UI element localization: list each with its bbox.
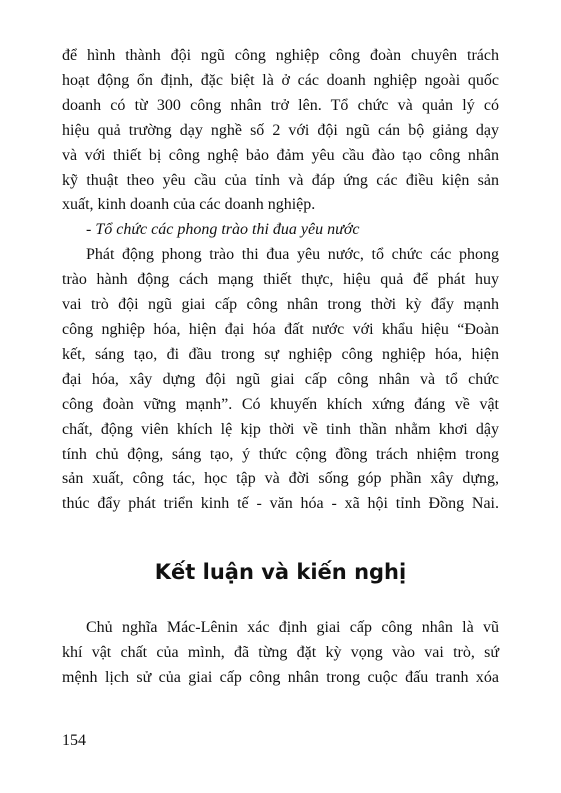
text-line: xuất, kinh doanh của các doanh nghiệp. xyxy=(62,196,316,214)
text-line: doanh có từ 300 công nhân trở lên. Tổ chức và quản lý có xyxy=(62,96,499,114)
text-line: vai trò đội ngũ giai cấp công nhân trong thời kỳ đẩy mạnh xyxy=(62,296,499,314)
text-line: kết, sáng tạo, đi đầu trong sự nghiệp công nghiệp hóa, hiện xyxy=(62,345,499,363)
text-line: thúc đẩy phát triển kinh tế - văn hóa - xã hội tỉnh Đồng Nai. xyxy=(62,495,499,513)
subheading: - Tổ chức các phong trào thi đua yêu nước xyxy=(86,221,360,239)
text-line: đại hóa, xây dựng đội ngũ giai cấp công nhân và tổ chức xyxy=(62,370,499,388)
text-line: sản xuất, công tác, học tập và đời sống góp phần xây dựng, xyxy=(62,470,499,488)
section-heading: Kết luận và kiến nghị xyxy=(154,560,407,584)
text-line: hiệu quả trường dạy nghề số 2 với đội ngũ cán bộ giảng dạy xyxy=(62,121,499,139)
text-line: tính chủ động, sáng tạo, ý thức cộng đồng trách nhiệm trong xyxy=(62,445,499,463)
text-line: công nghiệp hóa, hiện đại hóa đất nước với khẩu hiệu “Đoàn xyxy=(62,320,499,338)
text-line: Phát động phong trào thi đua yêu nước, tổ chức các phong xyxy=(86,246,499,264)
text-line: kỹ thuật theo yêu cầu của tỉnh và đáp ứng các điều kiện sản xyxy=(62,171,499,189)
text-line: Chủ nghĩa Mác-Lênin xác định giai cấp công nhân là vũ xyxy=(86,619,499,636)
text-line: mệnh lịch sử của giai cấp công nhân trong cuộc đấu tranh xóa xyxy=(62,668,499,686)
page-number: 154 xyxy=(62,732,86,749)
text-line: để hình thành đội ngũ công nghiệp công đoàn chuyên trách xyxy=(62,47,499,64)
lower-text-block xyxy=(62,616,499,691)
upper-text-block xyxy=(62,44,499,517)
text-line: và với thiết bị công nghệ bảo đảm yêu cầu đào tạo công nhân xyxy=(62,146,499,164)
text-line: chất, động viên khích lệ kịp thời về tinh thần nhằm khơi dậy xyxy=(62,420,499,438)
text-line: khí vật chất của mình, đã từng đặt kỳ vọng vào vai trò, sứ xyxy=(62,643,499,661)
text-line: công đoàn vững mạnh”. Có khuyến khích xứng đáng về vật xyxy=(62,395,499,413)
text-line: trào hành động cách mạng thiết thực, hiệu quả để phát huy xyxy=(62,271,499,289)
text-line: hoạt động ổn định, đặc biệt là ở các doanh nghiệp ngoài quốc xyxy=(62,71,499,89)
